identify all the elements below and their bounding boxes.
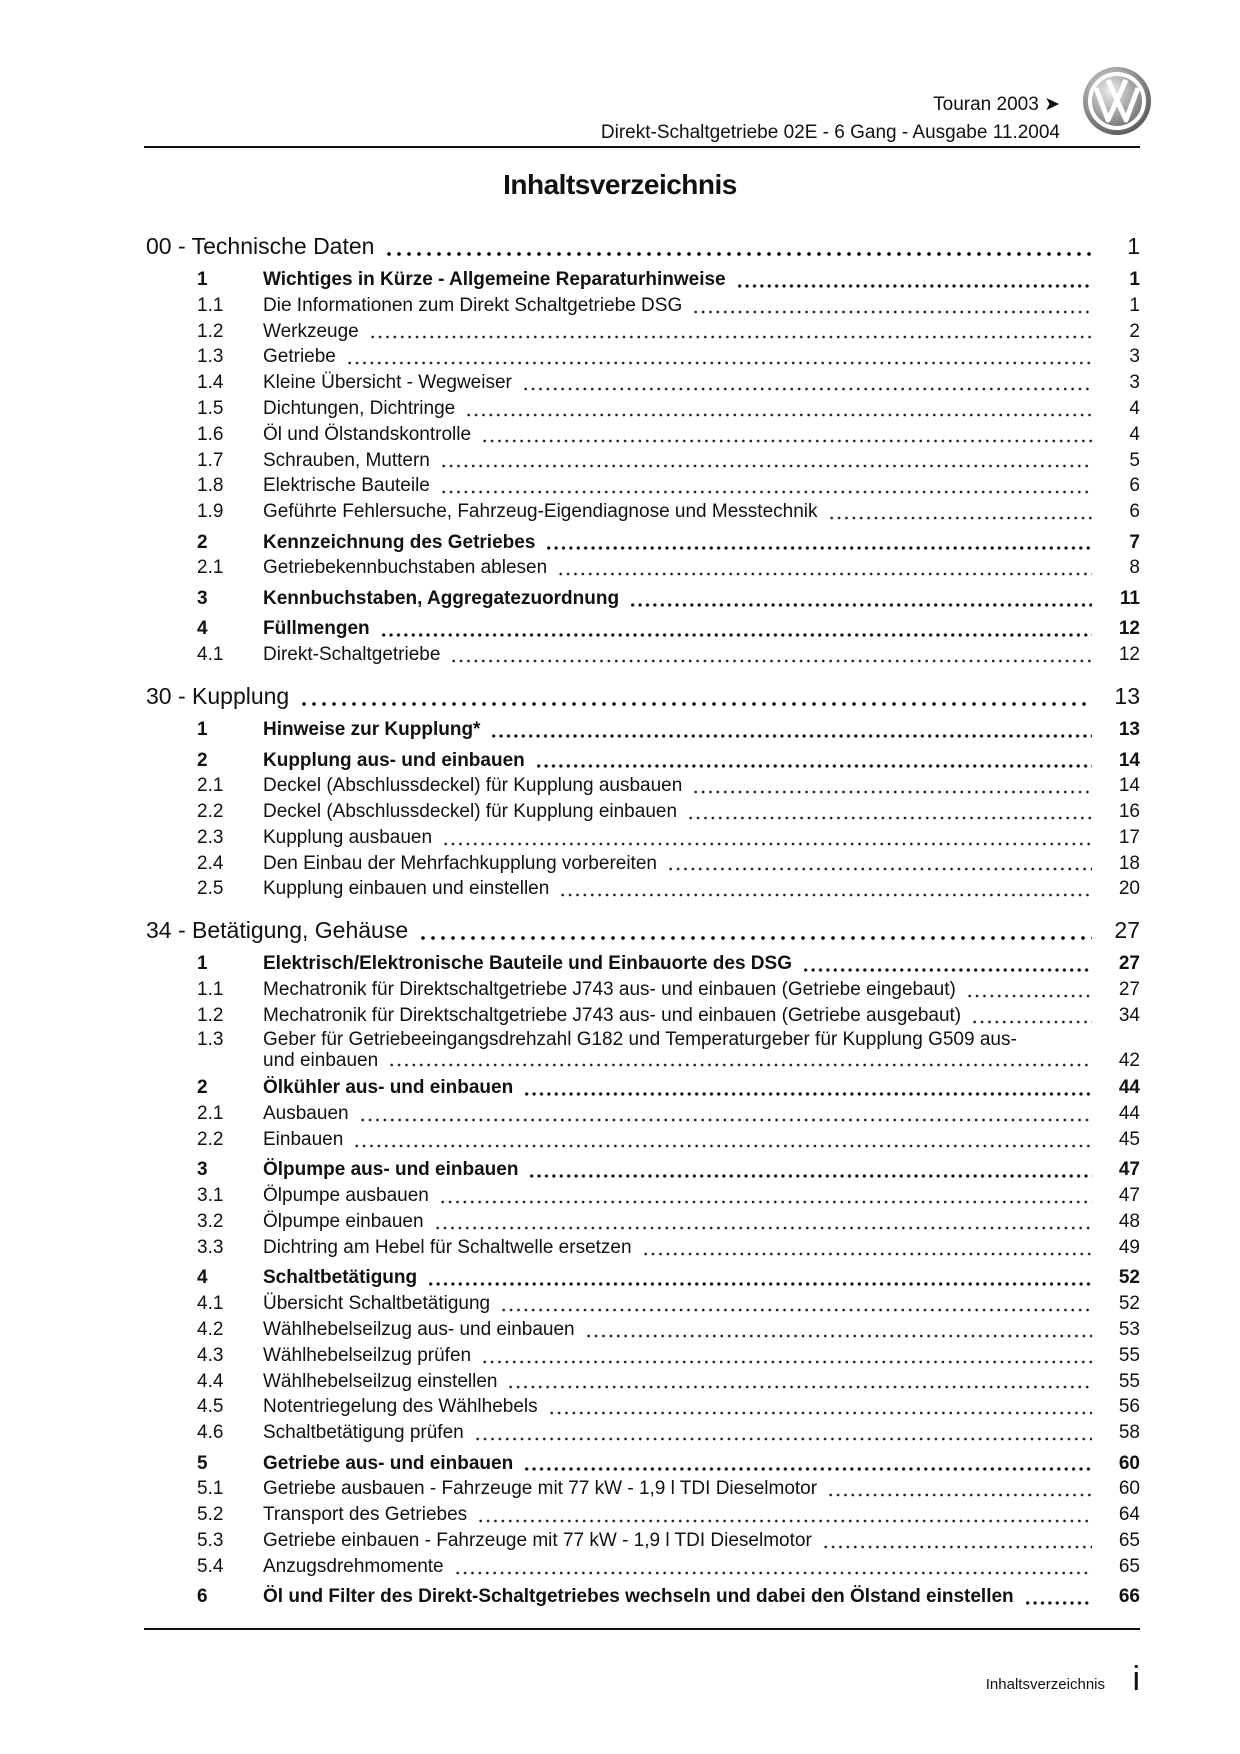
toc-entry-number: 1.2: [197, 1004, 224, 1026]
toc-entry-page: 65: [1118, 1529, 1140, 1551]
toc-entry[interactable]: [146, 799, 1140, 825]
toc-entry[interactable]: [146, 825, 1140, 851]
toc-entry-number: 2: [197, 531, 208, 553]
toc-entry-page: 16: [1118, 801, 1140, 823]
toc-entry-title: Den Einbau der Mehrfachkupplung vorbereiten: [263, 852, 657, 874]
dot-leader: [450, 642, 1092, 668]
toc-entry-title: Werkzeuge: [263, 320, 359, 342]
toc-entry[interactable]: [146, 1235, 1140, 1261]
toc-entry-title: Ölpumpe ausbauen: [263, 1185, 429, 1207]
toc-entry-title: Hinweise zur Kupplung*: [263, 719, 481, 741]
toc-entry-title: Ölpumpe einbauen: [263, 1211, 424, 1233]
toc-entry[interactable]: [146, 422, 1140, 448]
toc-entry[interactable]: [146, 396, 1140, 422]
toc-entry-page: 1: [1127, 233, 1140, 259]
toc-entry-number: 1: [197, 953, 208, 975]
toc-entry-page: 47: [1118, 1159, 1140, 1181]
toc-entry-number: 1.1: [197, 979, 224, 1001]
toc-entry-number: 2.5: [197, 878, 224, 900]
dot-leader: [477, 1502, 1092, 1528]
toc-entry[interactable]: [146, 1291, 1140, 1317]
dot-leader: [827, 1476, 1092, 1502]
dot-leader: [442, 825, 1092, 851]
toc-entry-number: 2.2: [197, 801, 224, 823]
toc-entry-title: Kupplung aus- und einbauen: [263, 749, 525, 771]
toc-entry-page: 60: [1118, 1478, 1140, 1500]
toc-entry-page: 11: [1119, 587, 1140, 609]
toc-entry-page: 48: [1118, 1211, 1140, 1233]
dot-leader: [545, 530, 1092, 556]
toc-entry[interactable]: [146, 1394, 1140, 1420]
toc-entry-page: 5: [1129, 449, 1140, 471]
toc-entry-title: Kleine Übersicht - Wegweiser: [263, 372, 512, 394]
toc-entry[interactable]: [146, 748, 1140, 774]
footer-label: Inhaltsverzeichnis: [985, 1676, 1105, 1693]
toc-entry-page: 52: [1118, 1267, 1140, 1289]
toc-entry[interactable]: [146, 1127, 1140, 1153]
toc-entry-number: 1.3: [197, 1028, 224, 1050]
toc-entry-page: 1: [1129, 294, 1140, 316]
toc-entry-title: Dichtungen, Dichtringe: [263, 397, 456, 419]
toc-entry[interactable]: [146, 586, 1140, 612]
dot-leader: [522, 370, 1092, 396]
toc-entry-page: 42: [1118, 1049, 1140, 1071]
toc-entry[interactable]: [146, 499, 1140, 525]
toc-entry-title: Transport des Getriebes: [263, 1504, 468, 1526]
toc-entry-number: 3: [197, 587, 208, 609]
toc-entry-page: 27: [1114, 917, 1140, 944]
toc-entry-number: 1.7: [197, 449, 224, 471]
toc-entry-number: 3.1: [197, 1185, 224, 1207]
toc-entry-title: Elektrische Bauteile: [263, 475, 430, 497]
footer-divider: [144, 1628, 1140, 1630]
toc-entry-page: 4: [1129, 397, 1140, 419]
toc-entry[interactable]: [146, 448, 1140, 474]
toc-entry[interactable]: [146, 851, 1140, 877]
vw-logo-icon: [1082, 66, 1152, 136]
toc-entry-page: 12: [1118, 618, 1140, 640]
dot-leader: [629, 586, 1092, 612]
toc-entry-title: Die Informationen zum Direkt Schaltgetriebe DSG: [263, 294, 683, 316]
toc-entry[interactable]: [146, 1317, 1140, 1343]
toc-entry-number: 6: [197, 1586, 208, 1608]
dot-leader: [481, 422, 1092, 448]
dot-leader: [299, 682, 1092, 711]
toc-entry[interactable]: [146, 473, 1140, 499]
toc-entry-page: 27: [1118, 979, 1140, 1001]
toc-entry[interactable]: [146, 1157, 1140, 1183]
toc-entry-page: 64: [1118, 1504, 1140, 1526]
toc-entry-title: Schaltbetätigung: [263, 1267, 418, 1289]
toc-entry[interactable]: [146, 293, 1140, 319]
toc-entry[interactable]: [146, 530, 1140, 556]
toc-entry-title: 00 - Technische Daten: [146, 233, 375, 259]
toc-entry-title: Kennbuchstaben, Aggregatezuordnung: [263, 587, 620, 609]
toc-entry-title-cont: und einbauen: [263, 1049, 379, 1071]
toc-entry-page: 4: [1129, 423, 1140, 445]
dot-leader: [523, 1075, 1092, 1101]
toc-entry-number: 4.3: [197, 1344, 224, 1366]
toc-entry-title: Schrauben, Muttern: [263, 449, 430, 471]
toc-entry-page: 44: [1118, 1103, 1140, 1125]
toc-entry-page: 7: [1129, 531, 1140, 553]
toc-entry-number: 2.1: [197, 1103, 224, 1125]
toc-entry[interactable]: [146, 1502, 1140, 1528]
dot-leader: [440, 448, 1092, 474]
toc-entry-number: 1.5: [197, 397, 224, 419]
toc-entry-number: 4: [197, 1267, 208, 1289]
toc-entry[interactable]: [146, 555, 1140, 581]
toc-entry-number: 2.1: [197, 557, 224, 579]
toc-entry-title-block: [263, 1029, 1100, 1071]
dot-leader: [454, 1554, 1092, 1580]
toc-entry[interactable]: [146, 951, 1140, 977]
toc-entry-number: 3: [197, 1159, 208, 1181]
toc-entry-number: 1.1: [197, 294, 224, 316]
header-vehicle: Touran 2003 ➤: [933, 94, 1060, 115]
dot-leader: [474, 1420, 1092, 1446]
toc-entry-title: Getriebe ausbauen - Fahrzeuge mit 77 kW - 1,9 l TDI Dieselmotor: [263, 1478, 818, 1500]
toc-entry[interactable]: [146, 1343, 1140, 1369]
toc-entry-page: 56: [1118, 1396, 1140, 1418]
toc-entry-page: 3: [1129, 372, 1140, 394]
toc-entry-number: 1.3: [197, 346, 224, 368]
toc-entry-title: Getriebe aus- und einbauen: [263, 1452, 514, 1474]
toc-entry-page: 6: [1129, 501, 1140, 523]
toc-entry-page: 2: [1129, 320, 1140, 342]
toc-entry-title: Kupplung einbauen und einstellen: [263, 878, 550, 900]
dot-leader: [736, 267, 1092, 293]
dot-leader: [557, 555, 1092, 581]
toc-entry-title: Ölkühler aus- und einbauen: [263, 1077, 514, 1099]
toc-entry-title: Getriebe: [263, 346, 336, 368]
toc-entry-number: 5.3: [197, 1529, 224, 1551]
toc-entry-title: Elektrisch/Elektronische Bauteile und Einbauorte des DSG: [263, 953, 792, 975]
toc-entry-page: 55: [1118, 1344, 1140, 1366]
toc-entry-page: 60: [1118, 1452, 1140, 1474]
toc-entry[interactable]: [146, 232, 1140, 261]
table-of-contents: [146, 232, 1140, 1610]
toc-entry-page: 58: [1118, 1422, 1140, 1444]
dot-leader: [500, 1291, 1092, 1317]
dot-leader: [388, 1050, 1092, 1071]
toc-entry[interactable]: [146, 1554, 1140, 1580]
toc-entry-title: Wählhebelseilzug aus- und einbauen: [263, 1318, 575, 1340]
toc-entry-page: 1: [1129, 269, 1140, 290]
dot-leader: [692, 293, 1092, 319]
toc-entry-title: Füllmengen: [263, 618, 370, 640]
toc-entry[interactable]: [146, 1265, 1140, 1291]
toc-entry-title: Schaltbetätigung prüfen: [263, 1422, 464, 1444]
dot-leader: [353, 1127, 1092, 1153]
toc-entry[interactable]: [146, 682, 1140, 711]
toc-entry[interactable]: [146, 1420, 1140, 1446]
dot-leader: [966, 977, 1092, 1003]
toc-entry-title: Mechatronik für Direktschaltgetriebe J743 aus- und einbauen (Getriebe ausgebaut): [263, 1004, 962, 1026]
toc-entry-number: 1.4: [197, 372, 224, 394]
toc-entry-title: Wichtiges in Kürze - Allgemeine Reparaturhinweise: [263, 269, 726, 290]
toc-entry-number: 1: [197, 719, 208, 741]
dot-leader: [369, 319, 1092, 345]
dot-leader: [1024, 1584, 1092, 1610]
toc-entry-page: 13: [1118, 719, 1140, 741]
toc-entry-number: 2.4: [197, 852, 224, 874]
dot-leader: [822, 1528, 1092, 1554]
header-divider: [144, 146, 1140, 148]
toc-entry-number: 1.9: [197, 501, 224, 523]
toc-entry-title: Kennzeichnung des Getriebes: [263, 531, 536, 553]
toc-entry-title: Direkt-Schaltgetriebe: [263, 644, 441, 666]
dot-leader: [418, 916, 1092, 945]
toc-entry-page: 6: [1129, 475, 1140, 497]
dot-leader: [523, 1451, 1092, 1477]
dot-leader: [528, 1157, 1092, 1183]
toc-entry-title: 34 - Betätigung, Gehäuse: [146, 917, 409, 944]
toc-entry-page: 52: [1118, 1293, 1140, 1315]
toc-entry-number: 1.2: [197, 320, 224, 342]
dot-leader: [507, 1369, 1092, 1395]
toc-entry-title: Ausbauen: [263, 1103, 349, 1125]
dot-leader: [481, 1343, 1092, 1369]
dot-leader: [802, 951, 1092, 977]
toc-entry-title: Wählhebelseilzug einstellen: [263, 1370, 498, 1392]
toc-entry-title: Ölpumpe aus- und einbauen: [263, 1159, 519, 1181]
dot-leader: [465, 396, 1092, 422]
toc-entry-title: Mechatronik für Direktschaltgetriebe J743 aus- und einbauen (Getriebe eingebaut): [263, 979, 956, 1001]
toc-entry-number: 5.2: [197, 1504, 224, 1526]
toc-entry[interactable]: [146, 1476, 1140, 1502]
toc-entry[interactable]: [146, 717, 1140, 743]
toc-entry[interactable]: [146, 977, 1140, 1003]
toc-entry[interactable]: [146, 1209, 1140, 1235]
toc-entry-number: 1.6: [197, 423, 224, 445]
toc-entry-number: 1: [197, 269, 208, 290]
dot-leader: [687, 799, 1092, 825]
toc-entry-page: 45: [1118, 1128, 1140, 1150]
dot-leader: [585, 1317, 1092, 1343]
toc-entry[interactable]: [146, 773, 1140, 799]
toc-entry-number: 2.2: [197, 1128, 224, 1150]
toc-entry-title: Öl und Filter des Direkt-Schaltgetriebes wechseln und dabei den Ölstand einstellen: [263, 1586, 1014, 1608]
dot-leader: [667, 851, 1092, 877]
toc-entry-page: 8: [1129, 557, 1140, 579]
toc-entry-title: Getriebe einbauen - Fahrzeuge mit 77 kW - 1,9 l TDI Dieselmotor: [263, 1529, 812, 1551]
toc-entry[interactable]: [146, 370, 1140, 396]
dot-leader: [490, 717, 1092, 743]
footer-page-number: i: [1132, 1660, 1140, 1698]
dot-leader: [559, 876, 1092, 902]
toc-entry[interactable]: [146, 916, 1140, 945]
toc-entry-title: Wählhebelseilzug prüfen: [263, 1344, 472, 1366]
toc-entry-number: 5: [197, 1452, 208, 1474]
toc-entry-title: Deckel (Abschlussdeckel) für Kupplung ausbauen: [263, 775, 683, 797]
toc-entry-number: 4.6: [197, 1422, 224, 1444]
toc-entry-title: Öl und Ölstandskontrolle: [263, 423, 472, 445]
toc-entry-number: 2.3: [197, 826, 224, 848]
toc-entry-page: 34: [1118, 1004, 1140, 1026]
toc-entry[interactable]: [146, 1451, 1140, 1477]
dot-leader: [642, 1235, 1092, 1261]
dot-leader: [380, 616, 1092, 642]
dot-leader: [359, 1101, 1092, 1127]
toc-entry-number: 4.2: [197, 1318, 224, 1340]
toc-entry-page: 53: [1118, 1318, 1140, 1340]
toc-entry-title: Dichtring am Hebel für Schaltwelle ersetzen: [263, 1236, 632, 1258]
toc-entry-title: Getriebekennbuchstaben ablesen: [263, 557, 548, 579]
toc-entry-number: 2: [197, 749, 208, 771]
dot-leader: [346, 344, 1092, 370]
dot-leader: [384, 232, 1092, 261]
toc-entry-page: 20: [1118, 878, 1140, 900]
dot-leader: [434, 1209, 1092, 1235]
toc-entry-number: 4.1: [197, 1293, 224, 1315]
toc-entry-page: 44: [1118, 1077, 1140, 1099]
dot-leader: [692, 773, 1092, 799]
toc-entry-number: 3.3: [197, 1236, 224, 1258]
toc-entry[interactable]: [146, 267, 1140, 293]
dot-leader: [971, 1003, 1092, 1029]
toc-entry-number: 4: [197, 618, 208, 640]
toc-entry-page: 13: [1114, 683, 1140, 710]
toc-entry[interactable]: [146, 1029, 1140, 1071]
toc-entry-page: 14: [1118, 749, 1140, 771]
toc-entry-page: 12: [1118, 644, 1140, 666]
toc-entry-page: 27: [1118, 953, 1140, 975]
toc-entry-title: Deckel (Abschlussdeckel) für Kupplung einbauen: [263, 801, 678, 823]
toc-entry-page: 14: [1118, 775, 1140, 797]
dot-leader: [427, 1265, 1092, 1291]
toc-entry[interactable]: [146, 1528, 1140, 1554]
dot-leader: [828, 499, 1093, 525]
toc-entry-title: Geführte Fehlersuche, Fahrzeug-Eigendiagnose und Messtechnik: [263, 501, 818, 523]
toc-entry[interactable]: [146, 1101, 1140, 1127]
toc-entry[interactable]: [146, 319, 1140, 345]
toc-entry[interactable]: [146, 344, 1140, 370]
toc-entry[interactable]: [146, 1075, 1140, 1101]
header-subtitle: Direkt-Schaltgetriebe 02E - 6 Gang - Ausgabe 11.2004: [600, 122, 1060, 143]
toc-entry-number: 4.4: [197, 1370, 224, 1392]
toc-entry-number: 4.5: [197, 1396, 224, 1418]
toc-entry-number: 4.1: [197, 644, 224, 666]
toc-entry[interactable]: [146, 876, 1140, 902]
toc-entry[interactable]: [146, 616, 1140, 642]
toc-entry-page: 3: [1129, 346, 1140, 368]
toc-entry-page: 65: [1118, 1555, 1140, 1577]
toc-entry-title: Anzugsdrehmomente: [263, 1555, 444, 1577]
toc-entry-title: Notentriegelung des Wählhebels: [263, 1396, 538, 1418]
toc-entry-page: 17: [1118, 826, 1140, 848]
toc-entry[interactable]: [146, 1183, 1140, 1209]
toc-entry[interactable]: [146, 1584, 1140, 1610]
dot-leader: [440, 473, 1092, 499]
toc-entry-title-line2: [263, 1050, 1100, 1071]
toc-entry-number: 2: [197, 1077, 208, 1099]
toc-entry-title: 30 - Kupplung: [146, 683, 290, 710]
toc-entry-title: Einbauen: [263, 1128, 344, 1150]
toc-entry[interactable]: [146, 1003, 1140, 1029]
toc-entry-title: Übersicht Schaltbetätigung: [263, 1293, 491, 1315]
toc-entry[interactable]: [146, 642, 1140, 668]
toc-entry-title: Kupplung ausbauen: [263, 826, 433, 848]
toc-entry-page: 66: [1118, 1586, 1140, 1608]
dot-leader: [548, 1394, 1092, 1420]
dot-leader: [439, 1183, 1092, 1209]
toc-entry-page: 47: [1118, 1185, 1140, 1207]
toc-entry[interactable]: [146, 1369, 1140, 1395]
toc-entry-title: Geber für Getriebeeingangsdrehzahl G182 und Temperaturgeber für Kupplung G509 aus-: [263, 1028, 1017, 1050]
toc-entry-number: 2.1: [197, 775, 224, 797]
page-title: Inhaltsverzeichnis: [503, 169, 737, 200]
toc-entry-page: 18: [1118, 852, 1140, 874]
toc-entry-number: 5.4: [197, 1555, 224, 1577]
dot-leader: [535, 748, 1092, 774]
toc-entry-number: 5.1: [197, 1478, 224, 1500]
toc-entry-page: 49: [1118, 1236, 1140, 1258]
toc-entry-number: 1.8: [197, 475, 224, 497]
toc-entry-number: 3.2: [197, 1211, 224, 1233]
toc-entry-page: 55: [1118, 1370, 1140, 1392]
